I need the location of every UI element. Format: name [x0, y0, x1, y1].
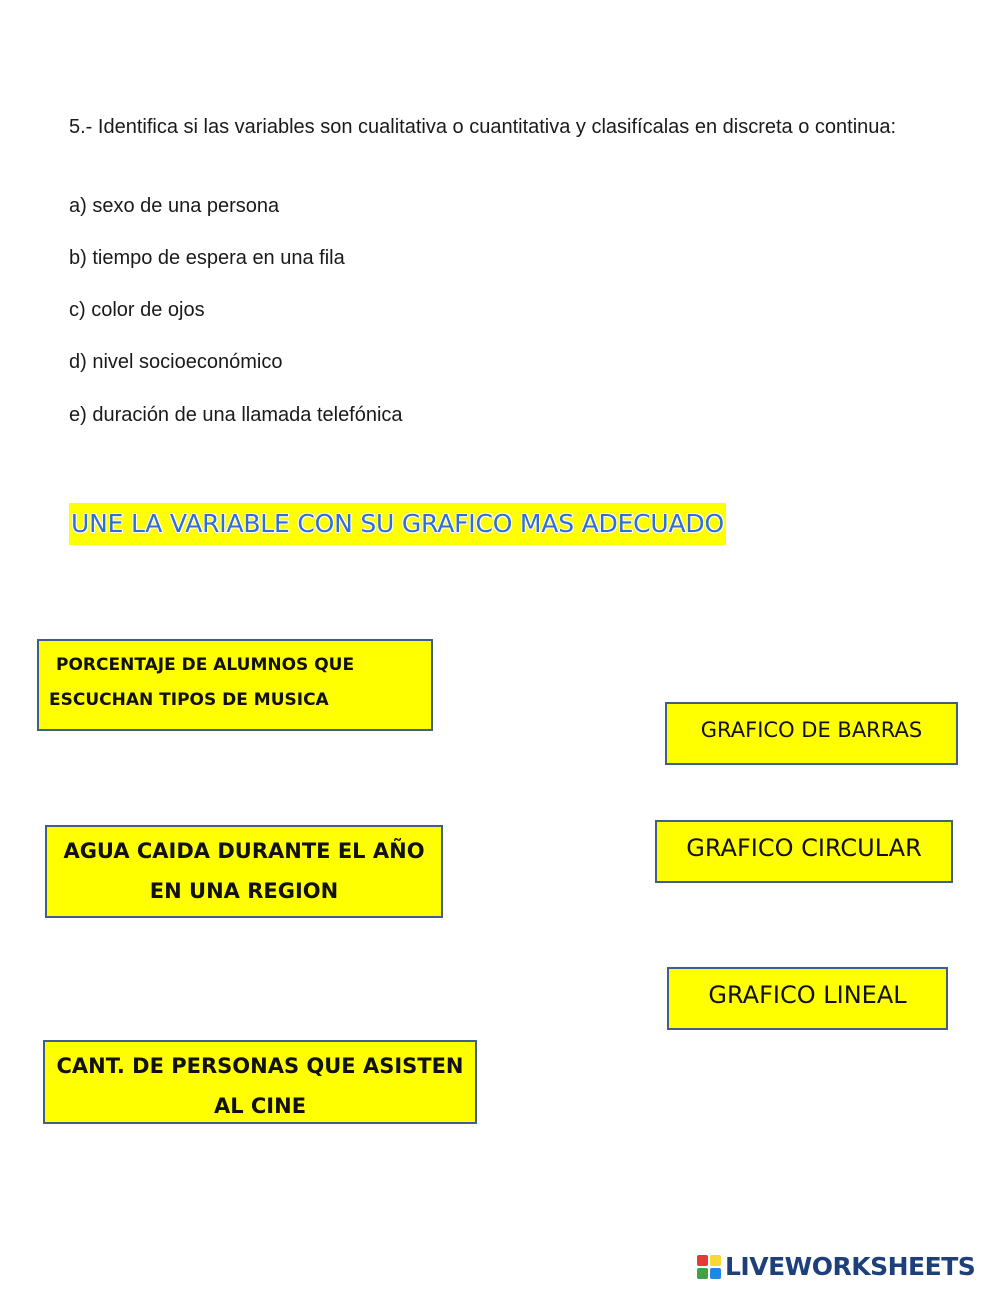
brand-watermark: [697, 1252, 975, 1281]
logo-square: [710, 1268, 721, 1279]
option-b: b) tiempo de espera en una fila: [69, 247, 345, 269]
option-c: c) color de ojos: [69, 299, 205, 321]
logo-square: [697, 1255, 708, 1266]
match-instruction-heading: UNE LA VARIABLE CON SU GRAFICO MAS ADECUADO: [69, 503, 726, 545]
chart-circular-label: GRAFICO CIRCULAR: [686, 834, 922, 862]
liveworksheets-logo-icon: [697, 1255, 721, 1279]
chart-box-circular[interactable]: [655, 820, 953, 883]
variable-box-agua[interactable]: [45, 825, 443, 918]
chart-lineal-label: GRAFICO LINEAL: [708, 981, 907, 1009]
logo-square: [710, 1255, 721, 1266]
option-a: a) sexo de una persona: [69, 195, 280, 217]
question-prompt: 5.- Identifica si las variables son cualitativa o cuantitativa y clasifícalas en discreta o continua:: [69, 116, 897, 138]
option-d: d) nivel socioeconómico: [69, 351, 283, 373]
variable-cine-label: CANT. DE PERSONAS QUE ASISTEN AL CINE: [56, 1054, 464, 1118]
logo-square: [697, 1268, 708, 1279]
brand-name: LIVEWORKSHEETS: [725, 1252, 976, 1281]
variable-agua-label: AGUA CAIDA DURANTE EL AÑO EN UNA REGION: [63, 839, 425, 903]
chart-barras-label: GRAFICO DE BARRAS: [700, 718, 923, 742]
variable-musica-line2: ESCUCHAN TIPOS DE MUSICA: [49, 690, 329, 710]
variable-box-musica[interactable]: [37, 639, 433, 731]
variable-musica-line1: PORCENTAJE DE ALUMNOS QUE: [56, 655, 355, 675]
option-e: e) duración de una llamada telefónica: [69, 404, 403, 426]
variable-box-cine[interactable]: [43, 1040, 477, 1124]
chart-box-lineal[interactable]: [667, 967, 948, 1030]
chart-box-barras[interactable]: [665, 702, 958, 765]
